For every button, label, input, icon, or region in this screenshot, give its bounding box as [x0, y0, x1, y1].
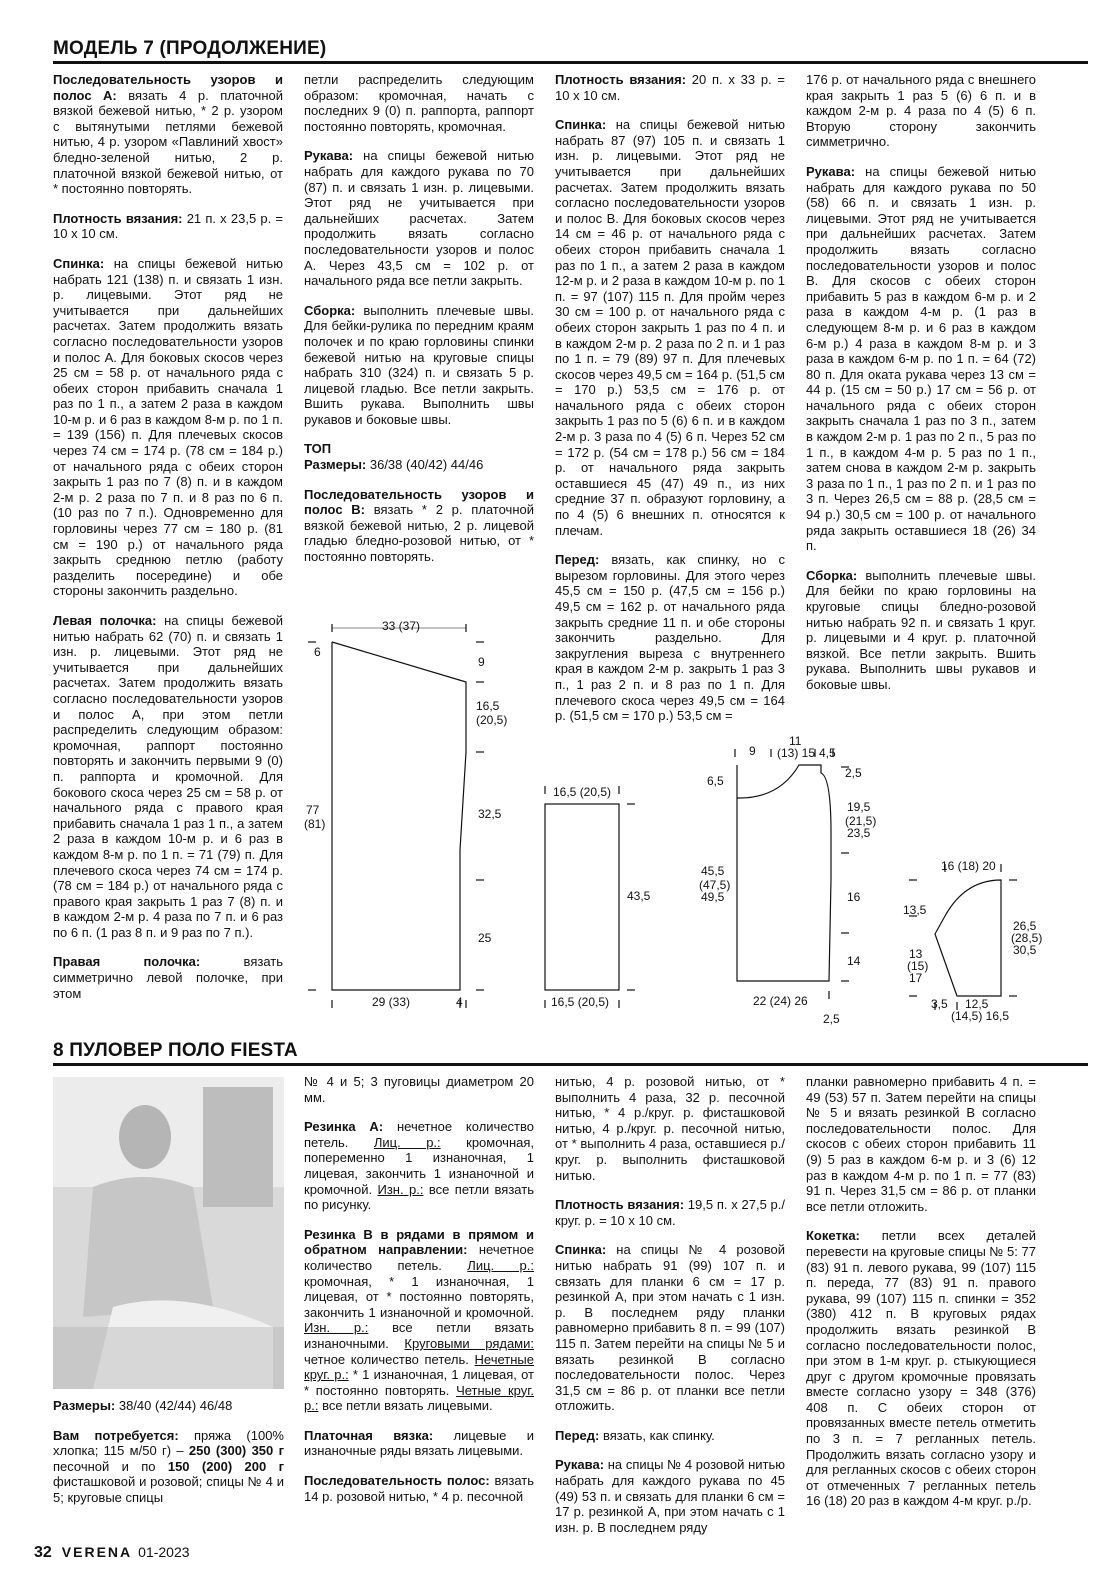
- paragraph-text: нечетное количество петель.: [304, 1119, 534, 1150]
- underlined-term: Изн. р.:: [304, 1320, 369, 1336]
- text-column-4-bottom: [806, 1074, 1036, 1523]
- paragraph: [53, 613, 283, 940]
- model-photo: [53, 1077, 284, 1389]
- dim-label: (47,5): [699, 878, 731, 892]
- paragraph: [53, 72, 283, 197]
- paragraph-text: нечетное количество петель.: [304, 1242, 534, 1273]
- paragraph-text: выполнить плечевые швы. Для бейки-рулика по передним краям полочек и по краю горловины спинки бежевой нитью на круговые спицы набрать 310 (324) п. и связать 5 р. лицевой гладью. Все петли закрыть. Вшить рукава. Выполнить швы рукавов и боковые швы.: [304, 302, 534, 427]
- paragraph-text: на спицы бежевой нитью набрать 87 (97) 105 п. и связать 1 изн. р. лицевыми. Этот ряд не учитывается при дальнейших расчетах. Затем продолжить вязать согласно последовательности узоров и полос В. Для боковых скосов через 14 см = 46 р. от начального ряда с обеих сторон прибавить сначала 1 раз по 1 п., а затем 2 раза в каждом 12-м р. и 2 раза в каждом 10-м р. по 1 п. = 97 (107) 115 п. Для пройм через 30 см = 100 р. от начального ряда с обеих сторон закрыть 1 раз по 4 п. и в каждом 2-м р. 2 раза по 2 п. и 1 раз по 1 п. = 79 (89) 97 п. Для плечевых скосов через 49,5 см = 164 р. (51,5 см = 170 р.) 53,5 см = 176 р. от начального ряда с обеих сторон закрыть 1 раз по 5 (6) 6 п. и в каждом 2-м р. 3 раза по 4 (5) 6 п. Через 52 см = 172 р. (54 см = 178 р.) 56 см = 184 р. от начального ряда закрыть оставшиеся 45 (47) 49 п., из них средние 37 п. образуют горловину, а по 4 (5) 6 внешних п. относятся к плечам.: [555, 117, 785, 538]
- paragraph: [53, 954, 283, 1001]
- paragraph-text: вязать 14 р. розовой нитью, * 4 р. песочной: [304, 1473, 534, 1504]
- dim-label: 26,5: [1013, 919, 1037, 933]
- dim-label: (21,5): [845, 814, 877, 828]
- dim-label: (81): [304, 817, 326, 831]
- paragraph-text: вязать, как спинку, но с вырезом горловины. Для этого через 45,5 см = 150 р. (47,5 см = 156 р.) 49,5 см = 162 р. от начального ряда закрыть средние 11 п. и обе стороны закончить раздельно. Для закругления выреза с внутреннего края в каждом 2-м р. закрыть 1 раз 3 п., 1 раз 2 п. и 8 раз по 1 п. Для плечевого скоса через 49,5 см = 164 р. (51,5 см = 170 р.) 53,5 см =: [555, 552, 785, 724]
- paragraph-text: вязать 4 р. платочной вязкой бежевой нитью, * 2 р. узором с вытянутыми петлями бежевой нитью, 4 р. узором «Павлиний хвост» бледно-зеленой нитью, 2 р. платочной вязкой бежевой нитью, от * постоянно повторять.: [53, 87, 283, 197]
- paragraph: [304, 303, 534, 428]
- yarn-amount: 250 (300) 350 г: [188, 1443, 284, 1459]
- paragraph-text: вязать симметрично левой полочке, при этом: [53, 954, 283, 1001]
- paragraph: [555, 1074, 785, 1183]
- paragraph-heading: Рукава:: [806, 163, 856, 179]
- section-divider: [53, 61, 1088, 64]
- dim-label: 12,5: [965, 997, 989, 1011]
- paragraph-heading: Платочная вязка:: [304, 1427, 434, 1443]
- paragraph-text: планки равномерно прибавить 4 п. = 49 (53) 57 п. Затем перейти на спицы № 5 и вязать резинкой В согласно последовательности полос. Для скосов с обеих сторон прибавить 11 (9) 5 раз в каждом 6-м р. и 3 (6) 12 раз в каждом 4-м р. по 1 п. = 77 (83) 91 п. Через 31,5 см = 86 р. от планки все петли отложить.: [806, 1074, 1036, 1214]
- paragraph-heading: Вам потребуется:: [53, 1427, 179, 1443]
- paragraph-text: фисташковой и розовой; спицы № 4 и 5; круговые спицы: [53, 1474, 284, 1505]
- paragraph-heading: Резинка В в рядами в прямом и обратном направлении:: [304, 1226, 534, 1258]
- dim-label: 16,5: [476, 699, 500, 713]
- paragraph: [555, 117, 785, 538]
- paragraph-heading: Размеры:: [53, 1398, 116, 1413]
- paragraph: [53, 211, 283, 242]
- dim-label: 16,5 (20,5): [551, 995, 610, 1009]
- underlined-term: Нечетные круг. р.:: [304, 1351, 534, 1383]
- dim-label: 6,5: [707, 774, 724, 788]
- back-piece-schematic: [300, 610, 540, 1020]
- paragraph: [53, 256, 283, 599]
- dim-label: 17: [909, 971, 923, 985]
- paragraph-heading: Резинка А:: [304, 1119, 384, 1135]
- text-column-3-bottom: [555, 1074, 785, 1549]
- paragraph-text: вязать, как спинку.: [599, 1427, 715, 1443]
- paragraph: [53, 1398, 284, 1414]
- paragraph: [304, 72, 534, 134]
- text-column-4: [806, 72, 1036, 707]
- paragraph: [806, 1228, 1036, 1509]
- dim-label: 29 (33): [372, 995, 411, 1009]
- section-title-model-7: МОДЕЛЬ 7 (ПРОДОЛЖЕНИЕ): [53, 38, 327, 59]
- dim-label: 2,5: [845, 766, 862, 780]
- sleeve-schematic: [535, 778, 665, 1020]
- paragraph-heading: Сборка:: [806, 567, 858, 583]
- dim-label: 4,5: [819, 746, 836, 760]
- section-divider: [53, 1063, 1088, 1066]
- paragraph-text: * 1 изнаночная, 1 лицевая, от * постоянно повторять.: [304, 1367, 534, 1398]
- paragraph-text: 19,5 п. х 27,5 р./круг. р. = 10 х 10 см.: [555, 1197, 785, 1228]
- dim-label: 32,5: [478, 807, 502, 821]
- top-body-schematic: [695, 733, 885, 1028]
- dim-label: 4: [456, 995, 463, 1009]
- text-column-1-bottom: [53, 1398, 284, 1520]
- paragraph-text: 20 п. х 33 р. = 10 х 10 см.: [555, 72, 786, 103]
- paragraph-heading: Размеры:: [304, 457, 367, 473]
- paragraph-text: на спицы бежевой нитью набрать для каждого рукава по 50 (58) 66 п. и связать 1 изн. р. лицевыми. Этот ряд не учитывается при дальнейших расчетах. Затем продолжить вязать согласно последовательности узоров и полос В. Для скосов с обеих сторон прибавить 5 раз в каждом 6-м р. и 2 раза в каждом 4-м р. (1 раз в следующем 8-м р. и 6 раз в каждом 6-м р.) 4 раза в каждом 8-м р. и 3 раза в каждом 6-м р. по 1 п. = 64 (72) 80 п. Для оката рукава через 13 см = 44 р. (15 см = 50 р.) 17 см = 56 р. от начального ряда с обеих сторон закрыть сначала 1 раз по 3 п., затем в каждом 2-м р. 1 раз по 2 п., 5 раз по 1 п., в каждом 4-м р. 5 раз по 1 п., затем снова в каждом 2-м р. закрыть 3 раза по 1 п., 1 раз по 2 п. и 1 раз по 3 п. Через 26,5 см = 88 р. (28,5 см = 94 р.) 30,5 см = 100 р. от начального ряда закрыть оставшиеся 18 (26) 34 п.: [806, 163, 1036, 554]
- dim-label: (28,5): [1011, 931, 1043, 945]
- paragraph-text: петли распределить следующим образом: кромочная, начать с последних 9 (0) п. раппорта, раппорт постоянно повторять, кромочная.: [304, 72, 534, 134]
- dim-label: 30,5: [1013, 943, 1037, 957]
- top-sleeve-schematic: [895, 850, 1055, 1025]
- dim-label: 9: [478, 655, 485, 669]
- dim-label: 25: [478, 931, 492, 945]
- dim-label: 33 (37): [382, 619, 421, 633]
- dim-label: 6: [314, 645, 321, 659]
- dim-label: 13: [909, 947, 923, 961]
- paragraph: [555, 1197, 785, 1228]
- paragraph-heading: Последовательность узоров и полос А:: [53, 72, 283, 103]
- dim-label: 2,5: [823, 1012, 840, 1026]
- page-number: 32: [34, 1544, 52, 1561]
- dim-label: 14: [847, 954, 861, 968]
- paragraph: [806, 568, 1036, 693]
- underlined-term: Круговыми рядами:: [404, 1335, 534, 1351]
- paragraph-text: вязать * 2 р. платочной вязкой бежевой нитью, 2 р. лицевой гладью бледно-розовой нитью, от * постоянно повторять.: [304, 502, 535, 565]
- text-column-1: [53, 72, 283, 1015]
- paragraph: [304, 1473, 534, 1504]
- paragraph-heading: Последовательность полос:: [304, 1473, 490, 1489]
- dim-label: 16: [847, 890, 861, 904]
- paragraph-text: нитью, 4 р. розовой нитью, от * выполнить 4 раза, 32 р. песочной нитью, * 4 р./круг. р. фисташковой нитью, 4 р./круг. р. песочной нитью, от * выполнить 4 раза, оставшиеся р./круг. р. выполнить фисташковой нитью.: [555, 1074, 785, 1183]
- paragraph-text: на спицы № 4 розовой нитью набрать для каждого рукава по 45 (49) 53 п. и связать для планки 6 см = 17 р. резинкой А, при этом начать с 1 изн. р. В последнем ряду: [555, 1457, 785, 1535]
- dim-label: 45,5: [701, 864, 725, 878]
- top-subtitle: ТОП: [304, 441, 332, 457]
- dim-label: 77: [306, 803, 320, 817]
- dim-label: 22 (24) 26: [753, 994, 808, 1008]
- underlined-term: Изн. р.:: [377, 1181, 424, 1197]
- paragraph-text: на спицы бежевой нитью набрать 121 (138) п. и связать 1 изн. р. лицевыми. Этот ряд не учитывается при дальнейших расчетах. Затем продолжить вязать согласно последовательности узоров и полос А. Для боковых скосов через 25 см = 58 р. от начального ряда с обеих сторон прибавить сначала 1 раз по 1 п., а затем 2 раза в каждом 10-м р. и 6 раз в каждом 8-м р. по 1 п. = 139 (156) п. Для плечевых скосов через 74 см = 174 р. (78 см = 184 р.) от начального ряда с обеих сторон закрыть 1 раз по 7 (8) п. и в каждом 2-м р. 2 раза по 7 п. и 8 раз по 6 п. (10 раз по 7 п.). Одновременно для горловины через 77 см = 180 р. (81 см = 190 р.) от начального ряда закрыть среднюю петлю (работу разделить посередине) и обе стороны закончить раздельно.: [53, 255, 283, 599]
- paragraph-text: лицевые и изнаночные ряды вязать лицевыми.: [304, 1427, 534, 1459]
- paragraph: [555, 1428, 785, 1444]
- paragraph-text: четное количество петель.: [304, 1351, 475, 1367]
- dim-label: 23,5: [847, 826, 871, 840]
- paragraph-heading: Рукава:: [555, 1457, 605, 1473]
- dim-label: 3,5: [931, 997, 948, 1011]
- paragraph-text: 21 п. х 23,5 р. = 10 х 10 см.: [53, 210, 283, 242]
- dim-label: (13) 15: [777, 746, 816, 760]
- dim-label: 11: [789, 734, 802, 748]
- paragraph-heading: Последовательность узоров и полос В:: [304, 486, 534, 518]
- paragraph-heading: Левая полочка:: [53, 613, 157, 628]
- paragraph-text: кромочная, попеременно 1 изнаночная, 1 лицевая, закончить 1 изнаночной и кромочной.: [304, 1134, 535, 1197]
- paragraph-heading: Плотность вязания:: [53, 210, 183, 226]
- paragraph: [304, 1074, 534, 1105]
- paragraph: [806, 164, 1036, 554]
- paragraph-heading: Сборка:: [304, 302, 356, 318]
- text-column-2-bottom: [304, 1074, 534, 1518]
- paragraph: [555, 1242, 785, 1414]
- dim-label: (20,5): [476, 713, 508, 727]
- paragraph-text: пряжа (100% хлопка; 115 м/50 г) –: [53, 1427, 284, 1459]
- underlined-term: Лиц. р.:: [467, 1257, 534, 1273]
- paragraph: [555, 552, 785, 724]
- dim-label: 13,5: [903, 903, 927, 917]
- paragraph: [304, 1119, 534, 1213]
- paragraph-heading: Плотность вязания:: [555, 1197, 685, 1213]
- paragraph-text: 176 р. от начального ряда с внешнего края закрыть 1 раз 5 (6) 6 п. и в каждом 2-м р. 4 раза по 4 (5) 6 п. Вторую сторону закончить симметрично.: [806, 72, 1036, 150]
- paragraph-heading: Спинка:: [53, 255, 105, 271]
- paragraph: [304, 148, 534, 288]
- paragraph-text: 38/40 (42/44) 46/48: [115, 1398, 233, 1413]
- paragraph-text: все петли вязать лицевыми.: [318, 1398, 493, 1414]
- dim-label: 16,5 (20,5): [553, 785, 612, 799]
- section-title-model-8: 8 ПУЛОВЕР ПОЛО FIESTA: [53, 1040, 298, 1061]
- paragraph-heading: Рукава:: [304, 148, 354, 164]
- paragraph: [53, 1428, 284, 1506]
- paragraph: [304, 441, 534, 472]
- paragraph-heading: Перед:: [555, 552, 600, 568]
- paragraph: [806, 1074, 1036, 1214]
- paragraph-heading: Кокетка:: [806, 1228, 860, 1244]
- paragraph-text: на спицы № 4 розовой нитью набрать 91 (99) 107 п. и связать для планки 6 см = 17 р. резинкой А, при этом начать с 1 изн. р. В последнем ряду планки равномерно прибавить 8 п. = 99 (107) 115 п. Затем перейти на спицы № 5 и вязать резинкой В согласно последовательности полос. Через 31,5 см = 86 р. от планки все петли отложить.: [555, 1242, 785, 1414]
- dim-label: 43,5: [627, 889, 651, 903]
- paragraph: [304, 1428, 534, 1459]
- paragraph-heading: Перед:: [555, 1427, 600, 1443]
- yarn-amount: 150 (200) 200 г: [167, 1458, 284, 1474]
- dim-label: (15): [907, 959, 929, 973]
- text-column-3: [555, 72, 785, 738]
- paragraph-text: № 4 и 5; 3 пуговицы диаметром 20 мм.: [304, 1074, 534, 1105]
- paragraph-heading: Правая полочка:: [53, 954, 201, 970]
- page-footer: [34, 1544, 190, 1562]
- paragraph-text: выполнить плечевые швы. Для бейки по краю горловины на круговые спицы бледно-розовой нитью набрать 92 п. и связать 1 круг. р. лицевыми и 4 круг. р. платочной вязкой. Все петли закрыть. Вшить рукава. Выполнить швы рукавов и боковые швы.: [806, 567, 1036, 692]
- issue-number: 01-2023: [138, 1544, 190, 1560]
- underlined-term: Лиц. р.:: [373, 1134, 441, 1150]
- paragraph-text: 36/38 (40/42) 44/46: [366, 457, 484, 473]
- dim-label: 9: [749, 744, 756, 758]
- text-column-2: [304, 72, 534, 579]
- paragraph-text: песочной и по: [53, 1458, 168, 1474]
- paragraph-text: на спицы бежевой нитью набрать для каждого рукава по 70 (87) п. и связать 1 изн. р. лицевыми. Этот ряд не учитывается при дальнейших расчетах. Затем продолжить вязать согласно последовательности узоров и полос А. Через 43,5 см = 102 р. от начального ряда все петли закрыть.: [304, 148, 534, 289]
- paragraph-text: кромочная, * 1 изнаночная, 1 лицевая, от * постоянно повторять, закончить 1 изнаночной и кромочной.: [304, 1273, 534, 1320]
- paragraph-text: все петли вязать по рисунку.: [304, 1181, 534, 1213]
- magazine-brand: VERENA: [61, 1544, 133, 1560]
- underlined-term: Четные круг. р.:: [304, 1382, 534, 1414]
- paragraph: [304, 1227, 534, 1414]
- paragraph: [555, 1457, 785, 1535]
- dim-label: 49,5: [701, 890, 725, 904]
- paragraph-heading: Спинка:: [555, 1242, 607, 1258]
- paragraph: [304, 487, 534, 565]
- paragraph: [806, 72, 1036, 150]
- paragraph-text: на спицы бежевой нитью набрать 62 (70) п. и связать 1 изн. р. лицевыми. Этот ряд не учитывается при дальнейших расчетах. Затем продолжить вязать согласно последовательности узоров и полос А, при этом петли распределить следующим образом: кромочная, раппорт постоянно повторять и закончить первыми 9 (0) п. раппорта и кромочной. Для бокового скоса через 25 см = 58 р. от начального ряда с правого края прибавить сначала 1 раз 1 п., а затем 2 раза в каждом 10-м р. и 6 раз в каждом 8-м р. по 1 п. = 71 (79) п. Для плечевого скоса через 74 см = 174 р. (78 см = 184 р.) от начального ряда с правого края закрыть 1 раз 7 (8) п. и в каждом 2-м р. 4 раза по 7 п. и 6 раз по 6 п. (1 раз 8 п. и 9 раз по 7 п.).: [53, 613, 283, 940]
- paragraph-heading: Спинка:: [555, 117, 607, 133]
- paragraph-heading: Плотность вязания:: [555, 72, 687, 87]
- dim-label: (14,5) 16,5: [951, 1009, 1010, 1023]
- paragraph: [555, 72, 785, 103]
- dim-label: 16 (18) 20: [941, 859, 996, 873]
- paragraph-text: все петли вязать изнаночными.: [304, 1320, 534, 1351]
- paragraph-text: петли всех деталей перевести на круговые спицы № 5: 77 (83) 91 п. левого рукава, 99 (107) 115 п. переда, 77 (83) 91 п. правого рукава, 99 (107) 115 п. спинки = 352 (380) 412 п. В круговых рядах продолжить вязать резинкой В согласно последовательности полос, при этом в 1-м круг. р. стыкующиеся друг с другом кромочные провязать вместе согласно узору = 348 (376) 408 п. С обеих сторон от провязанных вместе петель отметить по 3 п. = 7 регланных петель. Продолжить вязать согласно узору и для регланных скосов с обеих сторон от отмеченных 7 регланных петель 16 (18) 20 раз в каждом 4-м круг. р./р.: [806, 1228, 1036, 1509]
- dim-label: 19,5: [847, 800, 871, 814]
